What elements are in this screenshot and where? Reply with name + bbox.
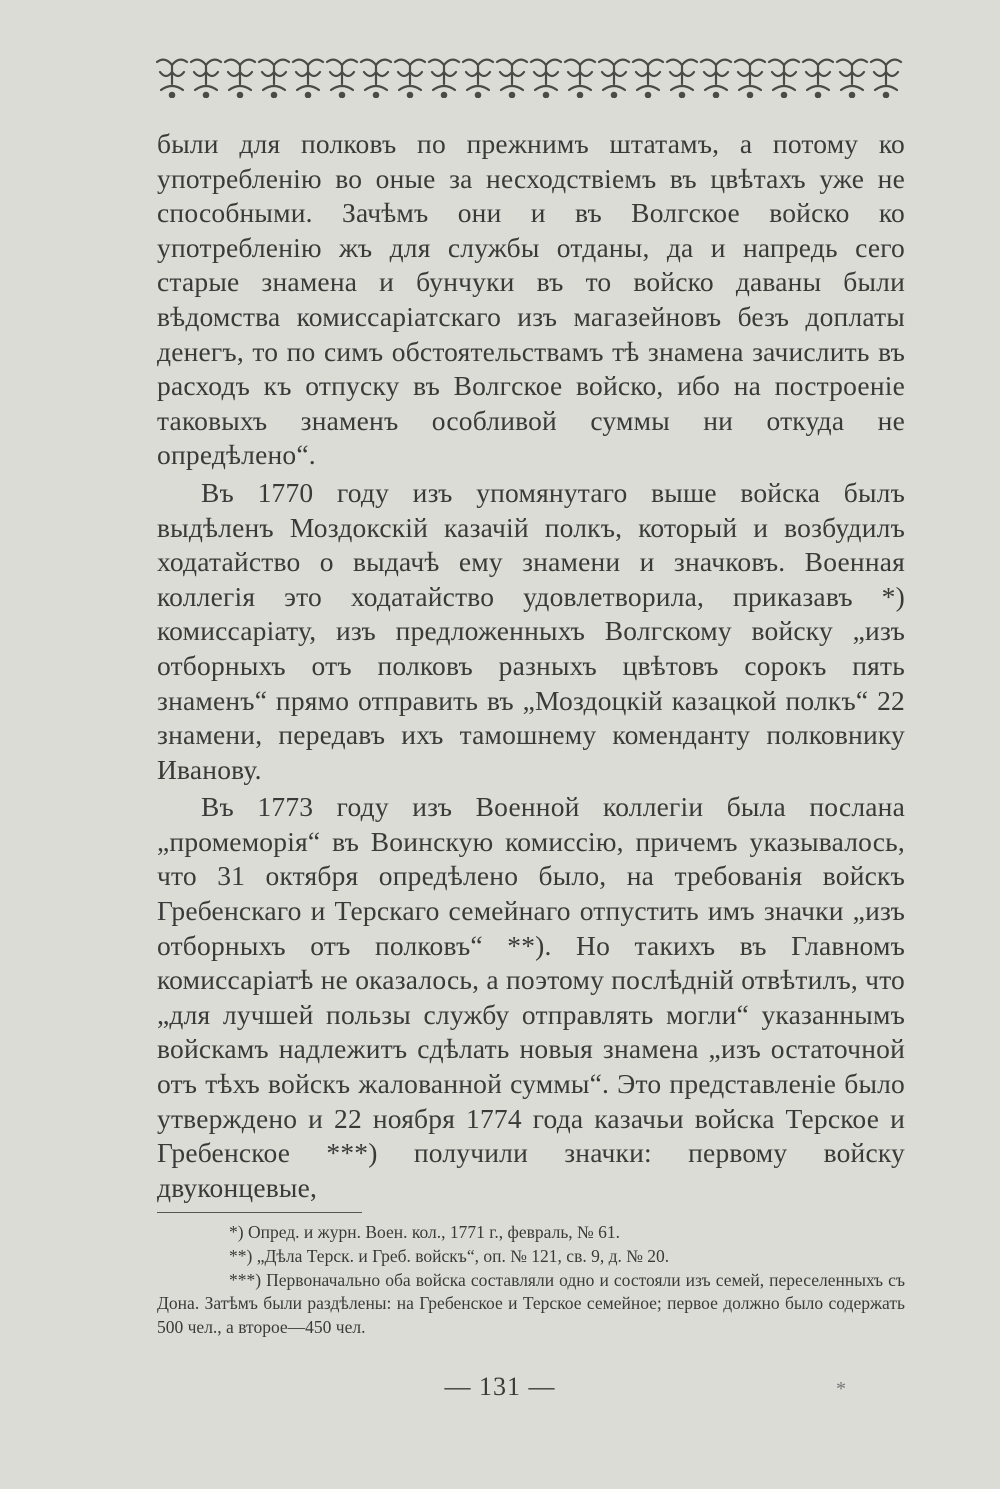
main-text bbox=[157, 127, 905, 1205]
page-number: — 131 — bbox=[444, 1372, 556, 1401]
paragraph-1: были для полковъ по прежнимъ штатамъ, а потому ко употребленiю во оные за несходствiемъ въ цвѣтахъ уже не способными. Зачѣмъ они и въ Волгское войско ко употребленiю жъ для службы отданы, да и напредь сего старые знамена и бунчуки въ то войско даваны были вѣдомства комиссарiатскаго изъ магазейновъ безъ доплаты денегъ, то по симъ обстоятельствамъ тѣ знамена зачислить въ расходъ къ отпуску въ Волгское войско, ибо на построенiе таковыхъ знаменъ особливой суммы ни откуда не опредѣлено“. bbox=[157, 128, 905, 471]
paragraph-2: Въ 1770 году изъ упомянутаго выше войска былъ выдѣленъ Моздокскiй казачiй полкъ, который и возбудилъ ходатайство о выдачѣ ему знамени и значковъ. Военная коллегiя это ходатайство удовлетворила, приказавъ *) комиссарiату, изъ предложенныхъ Волгскому войску „изъ отборныхъ отъ полковъ разныхъ цвѣтовъ сорокъ пять знаменъ“ прямо отправить въ „Моздоцкiй казацкой полкъ“ 22 знамени, передавъ ихъ тамошнему коменданту полковнику Иванову. bbox=[157, 476, 905, 785]
footnote-1: *) Опред. и журн. Воен. кол., 1771 г., февраль, № 61. bbox=[229, 1222, 621, 1242]
footnote-separator bbox=[157, 1212, 362, 1213]
paragraph-3: Въ 1773 году изъ Военной коллегiи была послана „промеморiя“ въ Воинскую комиссiю, причемъ указывалось, что 31 октября опредѣлено было, на требованiя войскъ Гребенскаго и Терскаго семейнаго отпустить имъ значки „изъ отборныхъ отъ полковъ“ **). Но такихъ въ Главномъ комиссарiатѣ не оказалось, а поэтому послѣднiй отвѣтилъ, что „для лучшей пользы службу отправлять могли“ указаннымъ войскамъ надлежитъ сдѣлать новыя знамена „изъ остаточной отъ тѣхъ войскъ жалованной суммы“. Это представленiе было утверждено и 22 ноября 1774 года казачьи войска Терское и Гребенское ***) получили значки: первому войску двуконцевые, bbox=[157, 791, 905, 1203]
footnote-2: **) „Дѣла Терск. и Греб. войскъ“, оп. № 121, св. 9, д. № 20. bbox=[229, 1245, 670, 1266]
asterisk-mark: * bbox=[836, 1378, 846, 1400]
fleuron-band-ornament bbox=[155, 50, 903, 98]
footnote-3: ***) Первоначально оба войска составляли одно и состояли изъ семей, переселенныхъ съ Дона. Затѣмъ были раздѣлены: на Гребенское и Терское семейное; первое должно было содержать 500 чел., а второе—450 чел. bbox=[157, 1269, 905, 1338]
footnotes bbox=[157, 1221, 905, 1340]
